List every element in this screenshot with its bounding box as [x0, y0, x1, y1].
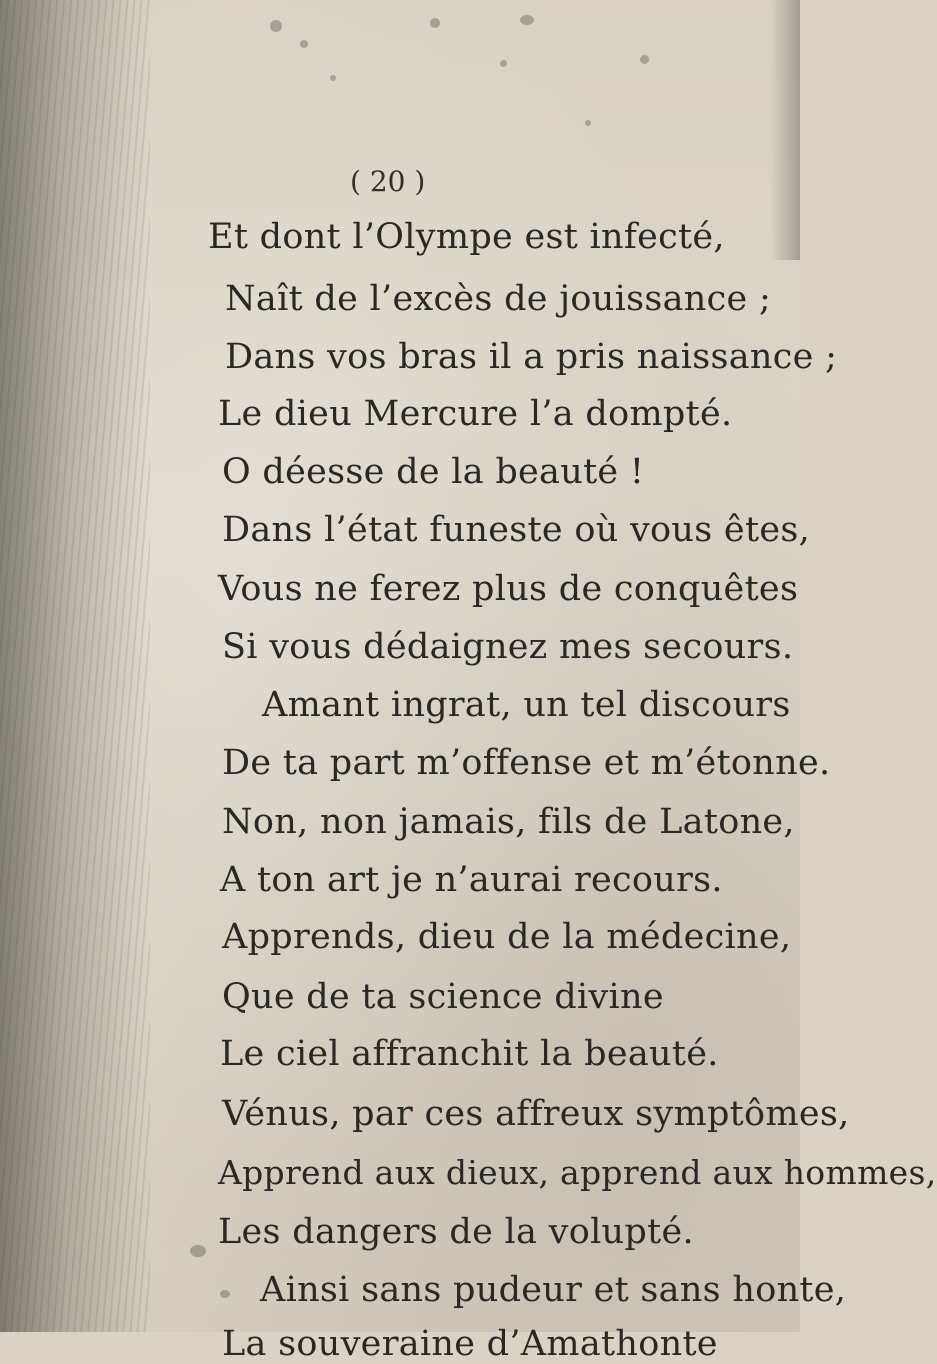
verse-line: Que de ta science divine	[222, 977, 664, 1017]
verse-line: Vénus, par ces affreux symptômes,	[222, 1094, 850, 1134]
verse-line: Vous ne ferez plus de conquêtes	[218, 569, 799, 609]
verse-line: Et dont l’Olympe est infecté,	[208, 217, 725, 257]
verse-line: Le ciel affranchit la beauté.	[220, 1034, 719, 1074]
verse-line: Apprend aux dieux, apprend aux hommes,	[218, 1153, 937, 1192]
verse-line: De ta part m’offense et m’étonne.	[222, 743, 831, 783]
page-number: ( 20 )	[350, 165, 426, 198]
verse-line: A ton art je n’aurai recours.	[220, 860, 723, 900]
verse-line: Le dieu Mercure l’a dompté.	[218, 394, 733, 434]
verse-line: Apprends, dieu de la médecine,	[222, 917, 792, 957]
verse-line: Non, non jamais, fils de Latone,	[222, 802, 795, 842]
verse-line: Dans vos bras il a pris naissance ;	[225, 337, 838, 377]
verse-line: La souveraine d’Amathonte	[222, 1324, 718, 1364]
verse-line: Si vous dédaignez mes secours.	[222, 627, 794, 667]
verse-line: Les dangers de la volupté.	[218, 1212, 694, 1252]
verse-line: Amant ingrat, un tel discours	[262, 685, 791, 725]
verse-line: Naît de l’excès de jouissance ;	[225, 279, 772, 319]
verse-line: Ainsi sans pudeur et sans honte,	[260, 1270, 847, 1310]
verse-line: Dans l’état funeste où vous êtes,	[222, 510, 811, 550]
verse-line: O déesse de la beauté !	[222, 452, 645, 492]
